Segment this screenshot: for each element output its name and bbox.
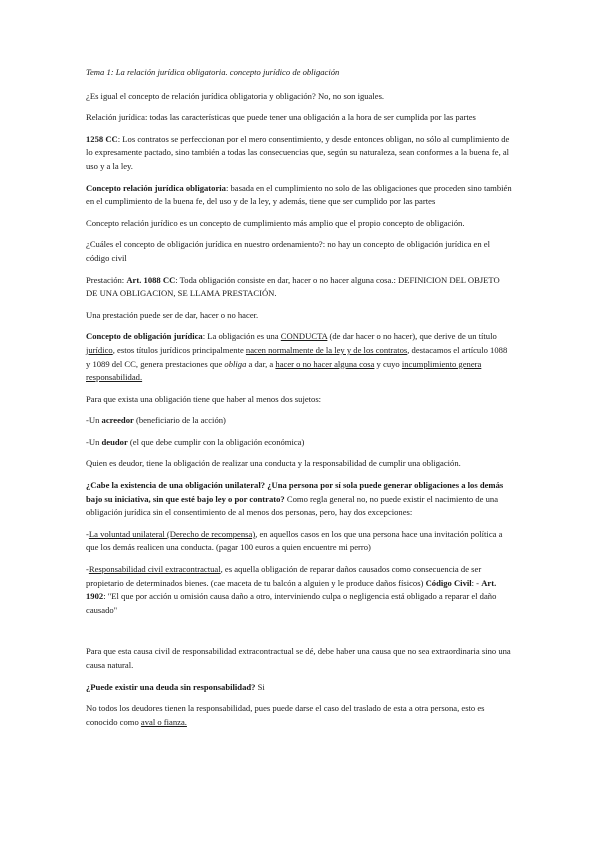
question-3-answer: Como regla general no, no puede existir el nacimiento de una obligación jurídica sin el consentimiento de al menos dos personas, pero, hay dos excepciones: [86, 493, 499, 518]
acreedor-label: acreedor [101, 415, 134, 426]
text-run: , destacamos el artículo 1088 y 1089 del CC, genera prestaciones que [86, 344, 508, 369]
paragraph-sujetos: Para que exista una obligación tiene que haber al menos dos sujetos: [86, 393, 322, 404]
text-run: No todos los deudores tienen la responsabilidad, pues puede darse el caso del traslado de esta a otra persona, esto es conocido como [86, 703, 485, 727]
list-item-deudor [86, 436, 513, 450]
question-4-label: ¿Puede existir una deuda sin responsabilidad? [86, 681, 256, 692]
text-run: - [86, 528, 89, 539]
concepto-obligacion-label: Concepto de obligación jurídica [86, 331, 203, 342]
prestacion-text: : Toda obligación consiste en dar, hacer o no hacer alguna cosa.: DEFINICION DEL OBJETO DE UNA OBLIGACION, SE LLAMA PRESTACIÓN. [86, 274, 500, 299]
paragraph-deudor: Quien es deudor, tiene la obligación de realizar una conducta y la responsabilidad de cumplir una obligación. [86, 458, 461, 469]
question-2: ¿Cuáles el concepto de obligación jurídica en nuestro ordenamiento?: no hay un concepto de obligación jurídica en el código civil [86, 239, 491, 263]
paragraph-concepto-relacion [86, 182, 513, 209]
text-run: : - [471, 577, 482, 588]
exception-1 [86, 528, 513, 555]
text-run: - [86, 564, 89, 575]
text-run: , es aquella obligación de reparar daños causados como consecuencia de ser propietario de determinados bienes. (cae maceta de tu balcón a alguien y le produce daños físicos) [86, 564, 482, 588]
text-run: -Un [86, 436, 102, 447]
text-run: (beneficiario de la acción) [133, 415, 226, 426]
prestacion-pre: Prestación: [86, 274, 127, 285]
text-run: -Un [86, 415, 102, 426]
paragraph-relacion-juridica: Relación jurídica: todas las características que puede tener una obligación a la hora de ser cumplida por las partes [86, 112, 476, 123]
paragraph-tipos-prestacion: Una prestación puede ser de dar, hacer o no hacer. [86, 309, 259, 320]
codigo-civil-label: Código Civil [425, 577, 472, 588]
art-1258-label: 1258 CC [86, 133, 118, 144]
text-run: y cuyo [374, 358, 402, 369]
question-1: ¿Es igual el concepto de relación jurídica obligatoria y obligación? No, no son iguales. [86, 90, 385, 101]
underlined-incumplimiento: incumplimiento genera responsabilidad. [86, 358, 482, 383]
text-run: (de dar hacer o no hacer), que derive de un título [327, 331, 497, 342]
art-1088-label: Art. 1088 CC [126, 274, 176, 285]
art-1902-label: Art. 1902 [86, 577, 497, 602]
underlined-conducta: CONDUCTA [280, 331, 328, 342]
aval-fianza-label: aval o fianza. [140, 716, 187, 727]
paragraph-concepto-obligacion [86, 330, 513, 384]
concepto-relacion-label: Concepto relación jurídica obligatoria [86, 182, 226, 193]
list-item-acreedor [86, 414, 513, 428]
concepto-relacion-text: : basada en el cumplimiento no solo de las obligaciones que proceden sino también en el cumplimiento de la buena fe, del uso y de la ley, y además, tiene que ser cumplido por las partes [86, 182, 512, 207]
question-3 [86, 479, 513, 520]
document-title: Tema 1: La relación jurídica obligatoria. concepto jurídico de obligación [86, 67, 340, 77]
text-run: (el que debe cumplir con la obligación económica) [127, 436, 305, 447]
question-4-answer: Si [255, 681, 265, 692]
paragraph-causa: Para que esta causa civil de responsabilidad extracontractual se dé, debe haber una causa que no sea extraordinaria sino una causa natural. [86, 646, 511, 670]
paragraph-final [86, 702, 513, 729]
voluntad-unilateral-label: La voluntad unilateral (Derecho de recompensa) [88, 528, 256, 539]
paragraph-art-1258 [86, 133, 513, 174]
text-run: : La obligación es una [202, 331, 281, 342]
paragraph-prestacion [86, 274, 513, 301]
text-run: , en aquellos casos en los que una persona hace una invitación política a que los demás realicen una conducta. (pagar 100 euros a quien encuentre mi perro) [86, 528, 503, 553]
question-3-label: ¿Cabe la existencia de una obligación unilateral? ¿Una persona por sí sola puede generar obligaciones a los demás bajo su iniciativa, sin que esté bajo ley o por contrato? [86, 480, 504, 504]
exception-2 [86, 563, 513, 617]
underlined-ley-contratos: nacen normalmente de la ley y de los contratos [245, 344, 408, 355]
underlined-juridico: jurídico [86, 344, 113, 355]
text-run: : "El que por acción u omisión causa daño a otro, interviniendo culpa o negligencia está obligado a reparar el daño causado" [86, 591, 497, 615]
paragraph-concepto-amplio: Concepto relación jurídico es un concepto de cumplimiento más amplio que el propio concepto de obligación. [86, 217, 465, 228]
art-1258-text: : Los contratos se perfeccionan por el mero consentimiento, y desde entonces obligan, no sólo al cumplimiento de lo expresamente pactado, sino también a todas las consecuencias que, según su naturaleza, sean conformes a la buena fe, al uso y a la ley. [86, 133, 510, 171]
text-run: a dar, a [246, 358, 276, 369]
italic-obliga: obliga [224, 358, 247, 369]
responsabilidad-civil-label: Responsabilidad civil extracontractual [88, 564, 221, 575]
question-4 [86, 681, 513, 695]
text-run: , estos títulos jurídicos principalmente [112, 344, 246, 355]
underlined-hacer: hacer o no hacer alguna cosa [275, 358, 375, 369]
deudor-label: deudor [101, 436, 128, 447]
